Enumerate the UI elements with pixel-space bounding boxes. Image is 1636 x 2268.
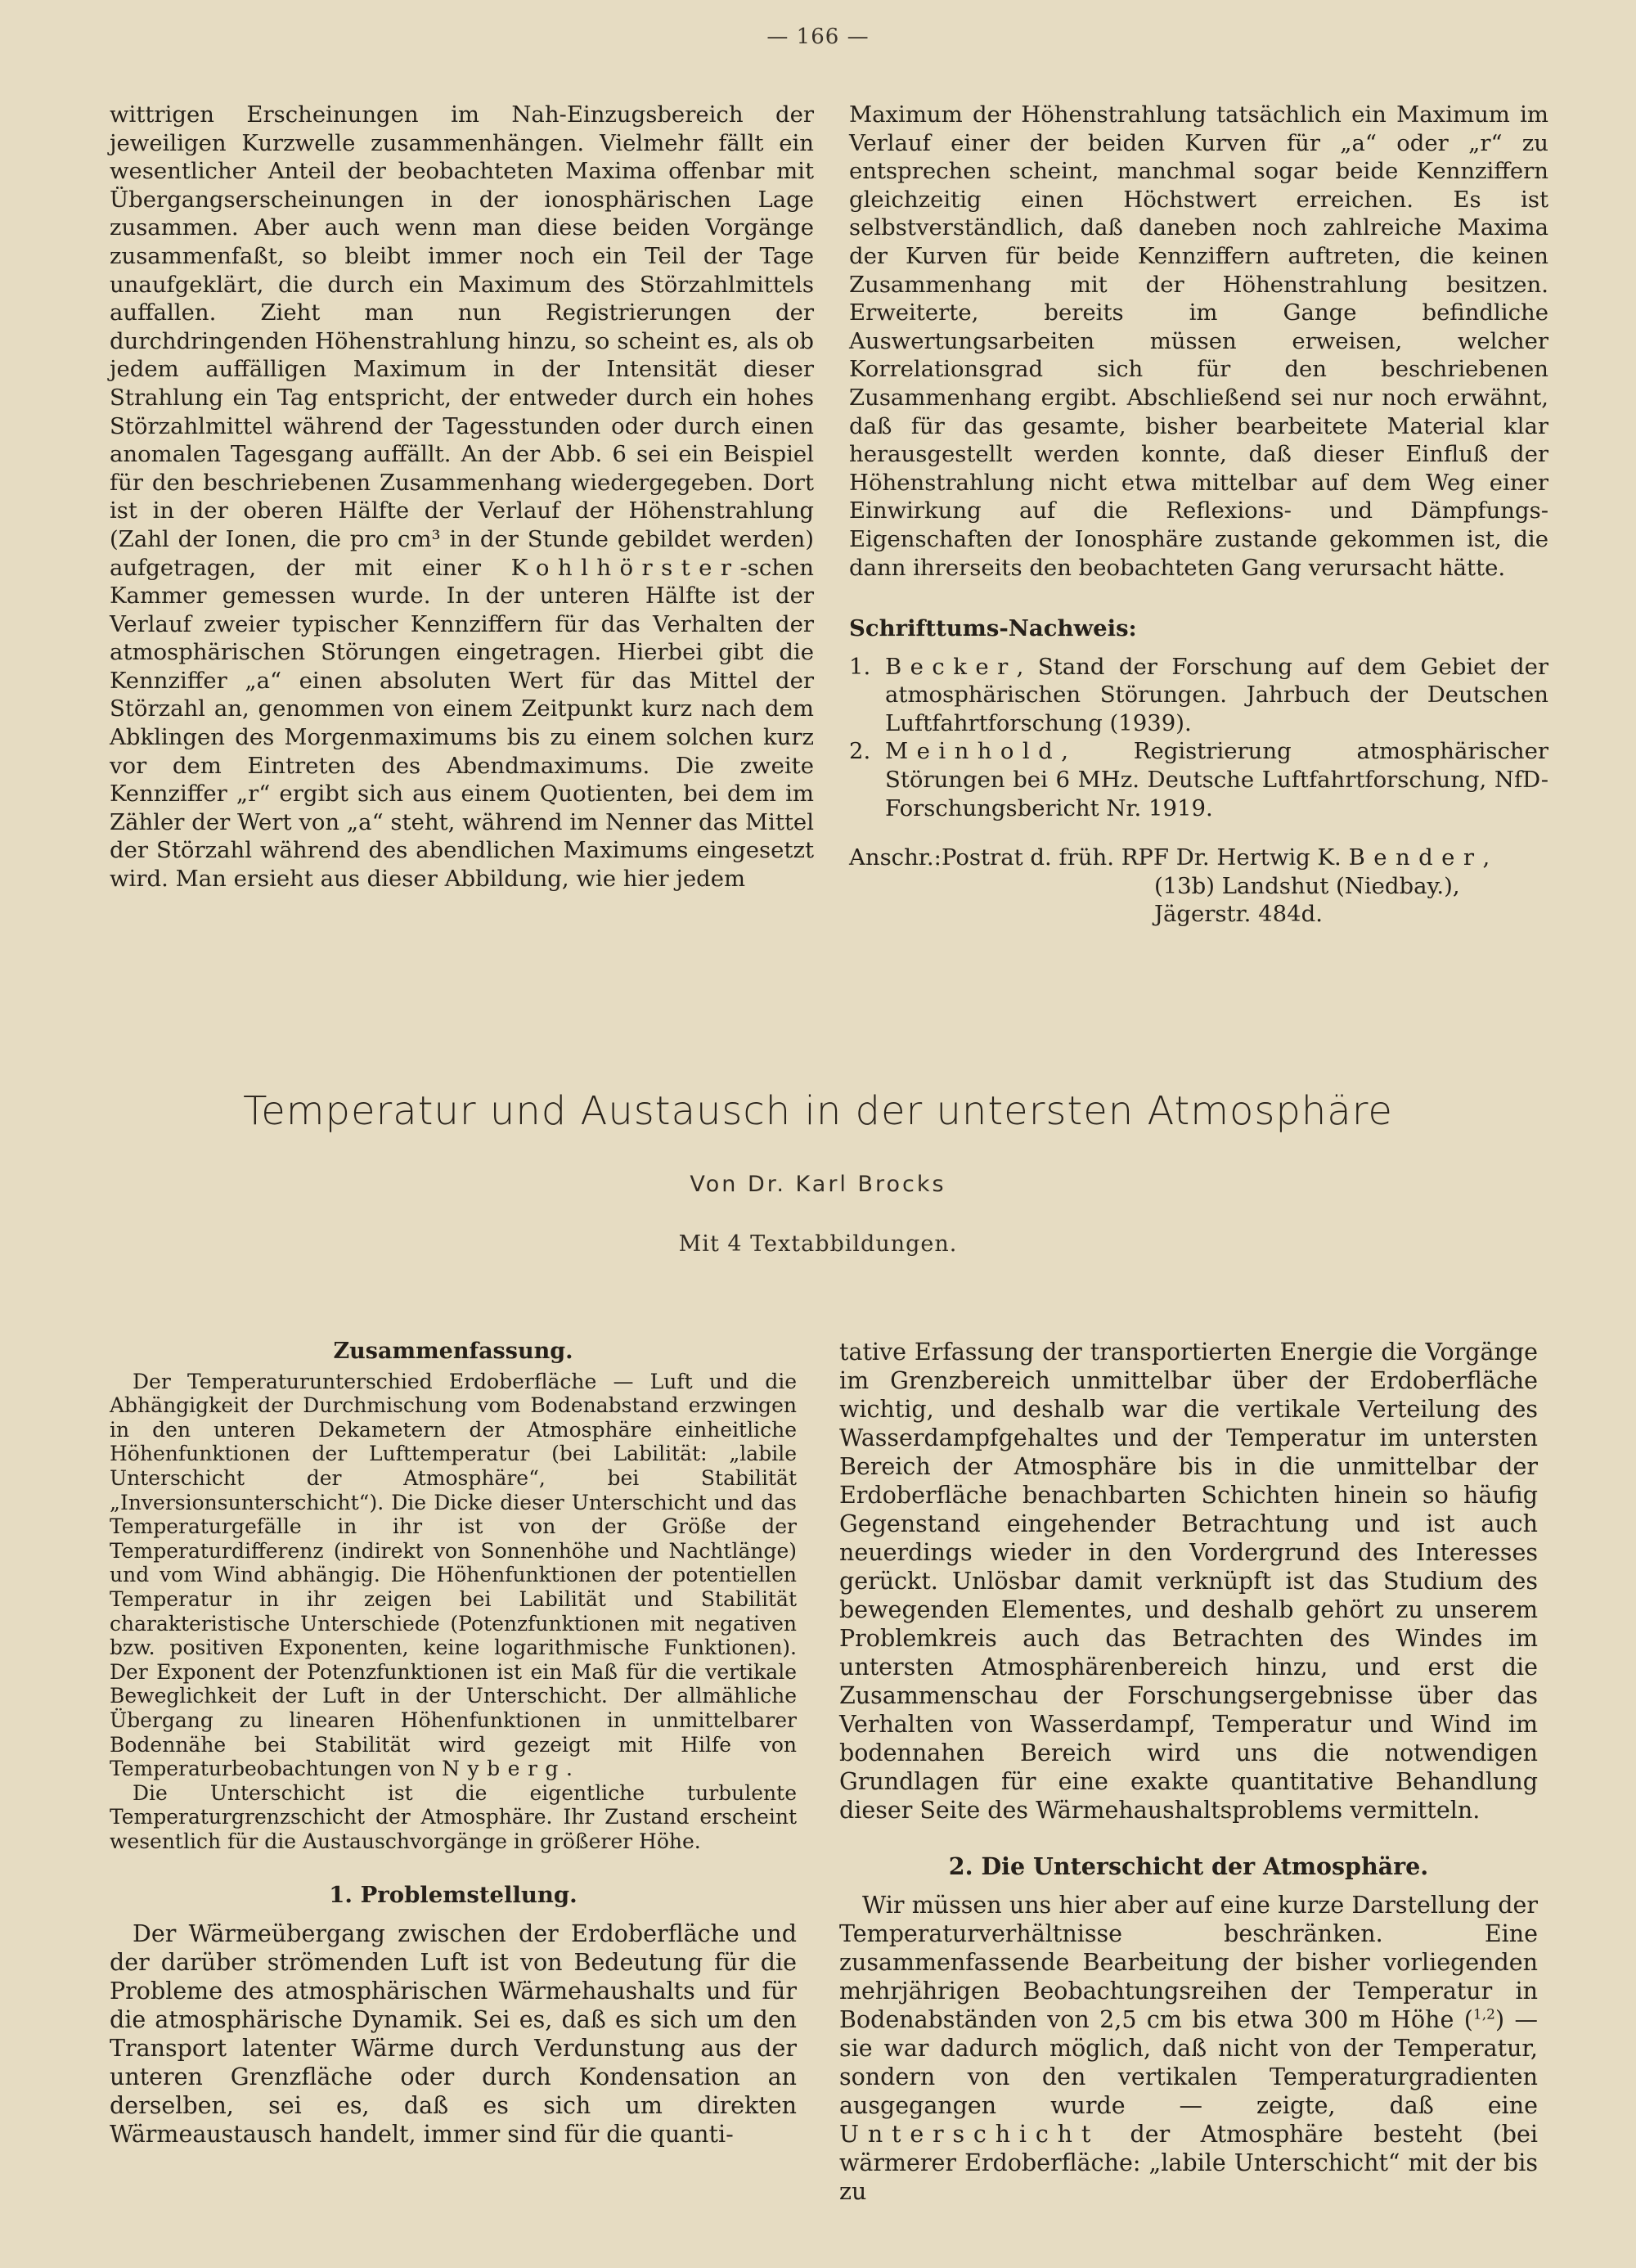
references	[849, 614, 1548, 822]
summary-paragraph	[110, 1370, 797, 1781]
summary-name: Nyberg	[442, 1757, 566, 1781]
spaced-name: Kohlhörster	[510, 554, 740, 581]
summary-heading: Zusammenfassung.	[333, 1339, 573, 1364]
reference-item	[849, 737, 1548, 822]
citation-superscript: 1,2	[1472, 2006, 1495, 2023]
reference-item	[849, 653, 1548, 738]
article-title: Temperatur und Austausch in der untersten Atmosphäre	[243, 1088, 1393, 1134]
section-heading-1: 1. Problemstellung.	[329, 1882, 578, 1909]
summary-paragraph-2: Die Unterschicht ist die eigentliche turbulente Temperaturgrenzschicht der Atmosphäre. Ihr Zustand erscheint wesentlich für die Austauschvorgänge in größerer Höhe.	[110, 1780, 797, 1853]
summary	[110, 1370, 797, 1854]
figures-note: Mit 4 Textabbildungen.	[678, 1231, 958, 1257]
column-bottom-left	[110, 1338, 797, 2149]
section-2-spaced-word: Unterschicht	[839, 2121, 1100, 2148]
summary-period: .	[565, 1757, 573, 1781]
section-1-text: Der Wärmeübergang zwischen der Erdoberfläche und der darüber strömenden Luft ist von Bedeutung für die Probleme des atmosphärischen Wärmehaushalts und für die atmosphärische Dynamik. Sei es, daß es sich um den Transport latenter Wärme durch Verdunstung aus der unteren Grenzfläche oder durch Kondensation an derselben, sei es, daß es sich um direkten Wärmeaustausch handelt, immer sind für die quanti-	[110, 1920, 797, 2149]
address-label: Anschr.:	[849, 844, 942, 871]
author-address	[849, 844, 1548, 929]
address-line-1: Postrat d. früh. RPF Dr. Hertwig K.	[941, 844, 1342, 871]
body-paragraph: wittrigen Erscheinungen im Nah-Einzugsbereich der jeweiligen Kurzwelle zusammenhängen. Vielmehr fällt ein wesentlicher Anteil der beobachteten Maxima offenbar mit Übergangserscheinungen in der ionosphärischen Lage zusammen. Aber auch wenn man diese beiden Vorgänge zusammenfaßt, so bleibt immer noch ein Teil der Tage unaufgeklärt, die durch ein Maximum des Störzahlmittels auffallen. Zieht man nun Registrierungen der durchdringenden Höhenstrahlung hinzu, so scheint es, als ob jedem auffälligen Maximum in der Intensität dieser Strahlung ein Tag entspricht, der entweder durch ein hohes Störzahlmittel während der Tagesstunden oder durch einen anomalen Tagesgang auffällt. An der Abb. 6 sei ein Beispiel für den beschriebenen Zusammenhang wiedergegeben. Dort ist in der oberen Hälfte der Verlauf der Höhenstrahlung (Zahl der Ionen, die pro cm³ in der Stunde gebildet werden) aufgetragen, der mit einer Kohlhörster-schen Kammer gemessen wurde. In der unteren Hälfte ist der Verlauf zweier typischer Kennziffern für das Verhalten der atmosphärischen Störungen eingetragen. Hierbei gibt die Kennziffer „a“ einen absoluten Wert für das Mittel der Störzahl an, genommen von einem Zeitpunkt kurz nach dem Abklingen des Morgenmaximums bis zu einem solchen kurz vor dem Eintreten des Abendmaximums. Die zweite Kennziffer „r“ ergibt sich aus einem Quotienten, bei dem im Zähler der Wert von „a“ steht, während im Nenner das Mittel der Störzahl während des abendlichen Maximums eingesetzt wird. Man ersieht aus dieser Abbildung, wie hier jedem	[110, 101, 814, 893]
reference-author: Becker	[885, 653, 1017, 680]
paragraph-text: wittrigen Erscheinungen im Nah-Einzugsbereich der jeweiligen Kurzwelle zusammenhängen. Vielmehr fällt ein wesentlicher Anteil der beobachteten Maxima offenbar mit Übergangserscheinungen in der ionosphärischen Lage zusammen. Aber auch wenn man diese beiden Vorgänge zusammenfaßt, so bleibt immer noch ein Teil der Tage unaufgeklärt, die durch ein Maximum des Störzahlmittels auffallen. Zieht man nun Registrierungen der durchdringenden Höhenstrahlung hinzu, so scheint es, als ob jedem auffälligen Maximum in der Intensität dieser Strahlung ein Tag entspricht, der entweder durch ein hohes Störzahlmittel während der Tagesstunden oder durch einen anomalen Tagesgang auffällt. An der Abb. 6 sei ein Beispiel für den beschriebenen Zusammenhang wiedergegeben. Dort ist in der oberen Hälfte der Verlauf der Höhenstrahlung (Zahl der Ionen, die pro cm³ in der Stunde gebildet werden) aufgetragen, der mit einer	[110, 101, 814, 581]
reference-author: Meinhold	[885, 738, 1062, 765]
address-line-3: Jägerstr. 484d.	[1153, 901, 1323, 928]
section-1-continued: tative Erfassung der transportierten Energie die Vorgänge im Grenzbereich unmittelbar über der Erdoberfläche wichtig, und deshalb war die vertikale Verteilung des Wasserdampfgehaltes und der Temperatur im untersten Bereich der Atmosphäre bis in die unmittelbar der Erdoberfläche benachbarten Schichten hinein so häufig Gegenstand eingehender Betrachtung und ist auch neuerdings wieder in den Vordergrund des Interesses gerückt. Unlösbar damit verknüpft ist das Studium des bewegenden Elementes, und deshalb gehört zu unserem Problemkreis auch das Betrachten des Windes im untersten Atmosphärenbereich hinzu, und erst die Zusammenschau der Forschungsergebnisse über das Verhalten von Wasserdampf, Temperatur und Wind im bodennahen Bereich wird uns die notwendigen Grundlagen für eine exakte quantitative Behandlung dieser Seite des Wärmehaushaltsproblems vermitteln.	[839, 1339, 1538, 1824]
address-name: Bender	[1348, 844, 1483, 871]
article-author: Von Dr. Karl Brocks	[690, 1172, 946, 1197]
reference-number: 2.	[849, 738, 871, 765]
section-heading-2: 2. Die Unterschicht der Atmosphäre.	[948, 1852, 1429, 1880]
reference-text: , Registrierung atmosphärischer Störungen bei 6 MHz. Deutsche Luftfahrtforschung, NfD-Forschungsbericht Nr. 1919.	[885, 738, 1548, 821]
section-2-text-c: der Atmosphäre besteht (bei wärmerer Erdoberfläche: „labile Unterschicht“ mit der bis zu	[839, 2121, 1539, 2205]
reference-number: 1.	[849, 653, 871, 680]
column-top-right	[849, 101, 1548, 929]
address-line-2: (13b) Landshut (Niedbay.),	[1153, 872, 1460, 899]
section-2-text-b: ) — sie war dadurch möglich, daß nicht von der Temperatur, sondern von den vertikalen Temperaturgradienten ausgegangen wurde — zeigte, daß eine	[839, 2006, 1538, 2119]
column-top-left	[110, 101, 814, 893]
references-heading: Schrifttums-Nachweis:	[849, 615, 1137, 642]
section-2-text-a: Wir müssen uns hier aber auf eine kurze Darstellung der Temperaturverhältnisse beschränken. Eine zusammenfassende Bearbeitung der bisher vorliegenden mehrjährigen Beobachtungsreihen der Temperatur in Bodenabständen von 2,5 cm bis etwa 300 m Höhe (	[839, 1892, 1538, 2033]
reference-text: , Stand der Forschung auf dem Gebiet der atmosphärischen Störungen. Jahrbuch der Deutschen Luftfahrtforschung (1939).	[885, 653, 1548, 736]
paragraph-text-cont: schen Kammer gemessen wurde. In der unteren Hälfte ist der Verlauf zweier typischer Kennziffern für das Verhalten der atmosphärischen Störungen eingetragen. Hierbei gibt die Kennziffer „a“ einen absoluten Wert für das Mittel der Störzahl an, genommen von einem Zeitpunkt kurz nach dem Abklingen des Morgenmaximums bis zu einem solchen kurz vor dem Eintreten des Abendmaximums. Die zweite Kennziffer „r“ ergibt sich aus einem Quotienten, bei dem im Zähler der Wert von „a“ steht, während im Nenner das Mittel der Störzahl während des abendlichen Maximums eingesetzt wird. Man ersieht aus dieser Abbildung, wie hier jedem	[110, 554, 814, 893]
summary-text: Der Temperaturunterschied Erdoberfläche — Luft und die Abhängigkeit der Durchmischung vom Bodenabstand erzwingen in den unteren Dekametern der Atmosphäre einheitliche Höhenfunktionen der Lufttemperatur (bei Labilität: „labile Unterschicht der Atmosphäre“, bei Stabilität „Inversionsunterschicht“). Die Dicke dieser Unterschicht und das Temperaturgefälle in ihr ist von der Größe der Temperaturdifferenz (indirekt von Sonnenhöhe und Nachtlänge) und vom Wind abhängig. Die Höhenfunktionen der potentiellen Temperatur in ihr zeigen bei Labilität und Stabilität charakteristische Unterschiede (Potenzfunktionen mit negativen bzw. positiven Exponenten, keine logarithmische Funktionen). Der Exponent der Potenzfunktionen ist ein Maß für die vertikale Beweglichkeit der Luft in der Unterschicht. Der allmähliche Übergang zu linearen Höhenfunktionen in unmittelbarer Bodennähe bei Stabilität wird gezeigt mit Hilfe von Temperaturbeobachtungen von	[110, 1369, 797, 1781]
column-bottom-right	[839, 1338, 1538, 2206]
address-comma: ,	[1482, 844, 1490, 871]
body-paragraph: Maximum der Höhenstrahlung tatsächlich ein Maximum im Verlauf einer der beiden Kurven für „a“ oder „r“ zu entsprechen scheint, manchmal sogar beide Kennziffern gleichzeitig einen Höchstwert erreichen. Es ist selbstverständlich, daß daneben noch zahlreiche Maxima der Kurven für beide Kennziffern auftreten, die keinen Zusammenhang mit der Höhenstrahlung besitzen. Erweiterte, bereits im Gange befindliche Auswertungsarbeiten müssen erweisen, welcher Korrelationsgrad sich für den beschriebenen Zusammenhang ergibt. Abschließend sei nur noch erwähnt, daß für das gesamte, bisher bearbeitete Material klar herausgestellt werden konnte, daß dieser Einfluß der Höhenstrahlung nicht etwa mittelbar auf dem Weg einer Einwirkung auf die Reflexions- und Dämpfungs-Eigenschaften der Ionosphäre zustande gekommen ist, die dann ihrerseits den beobachteten Gang verursacht hätte.	[849, 101, 1548, 581]
section-2-text	[839, 1891, 1538, 2206]
page-number: — 166 —	[766, 25, 870, 49]
